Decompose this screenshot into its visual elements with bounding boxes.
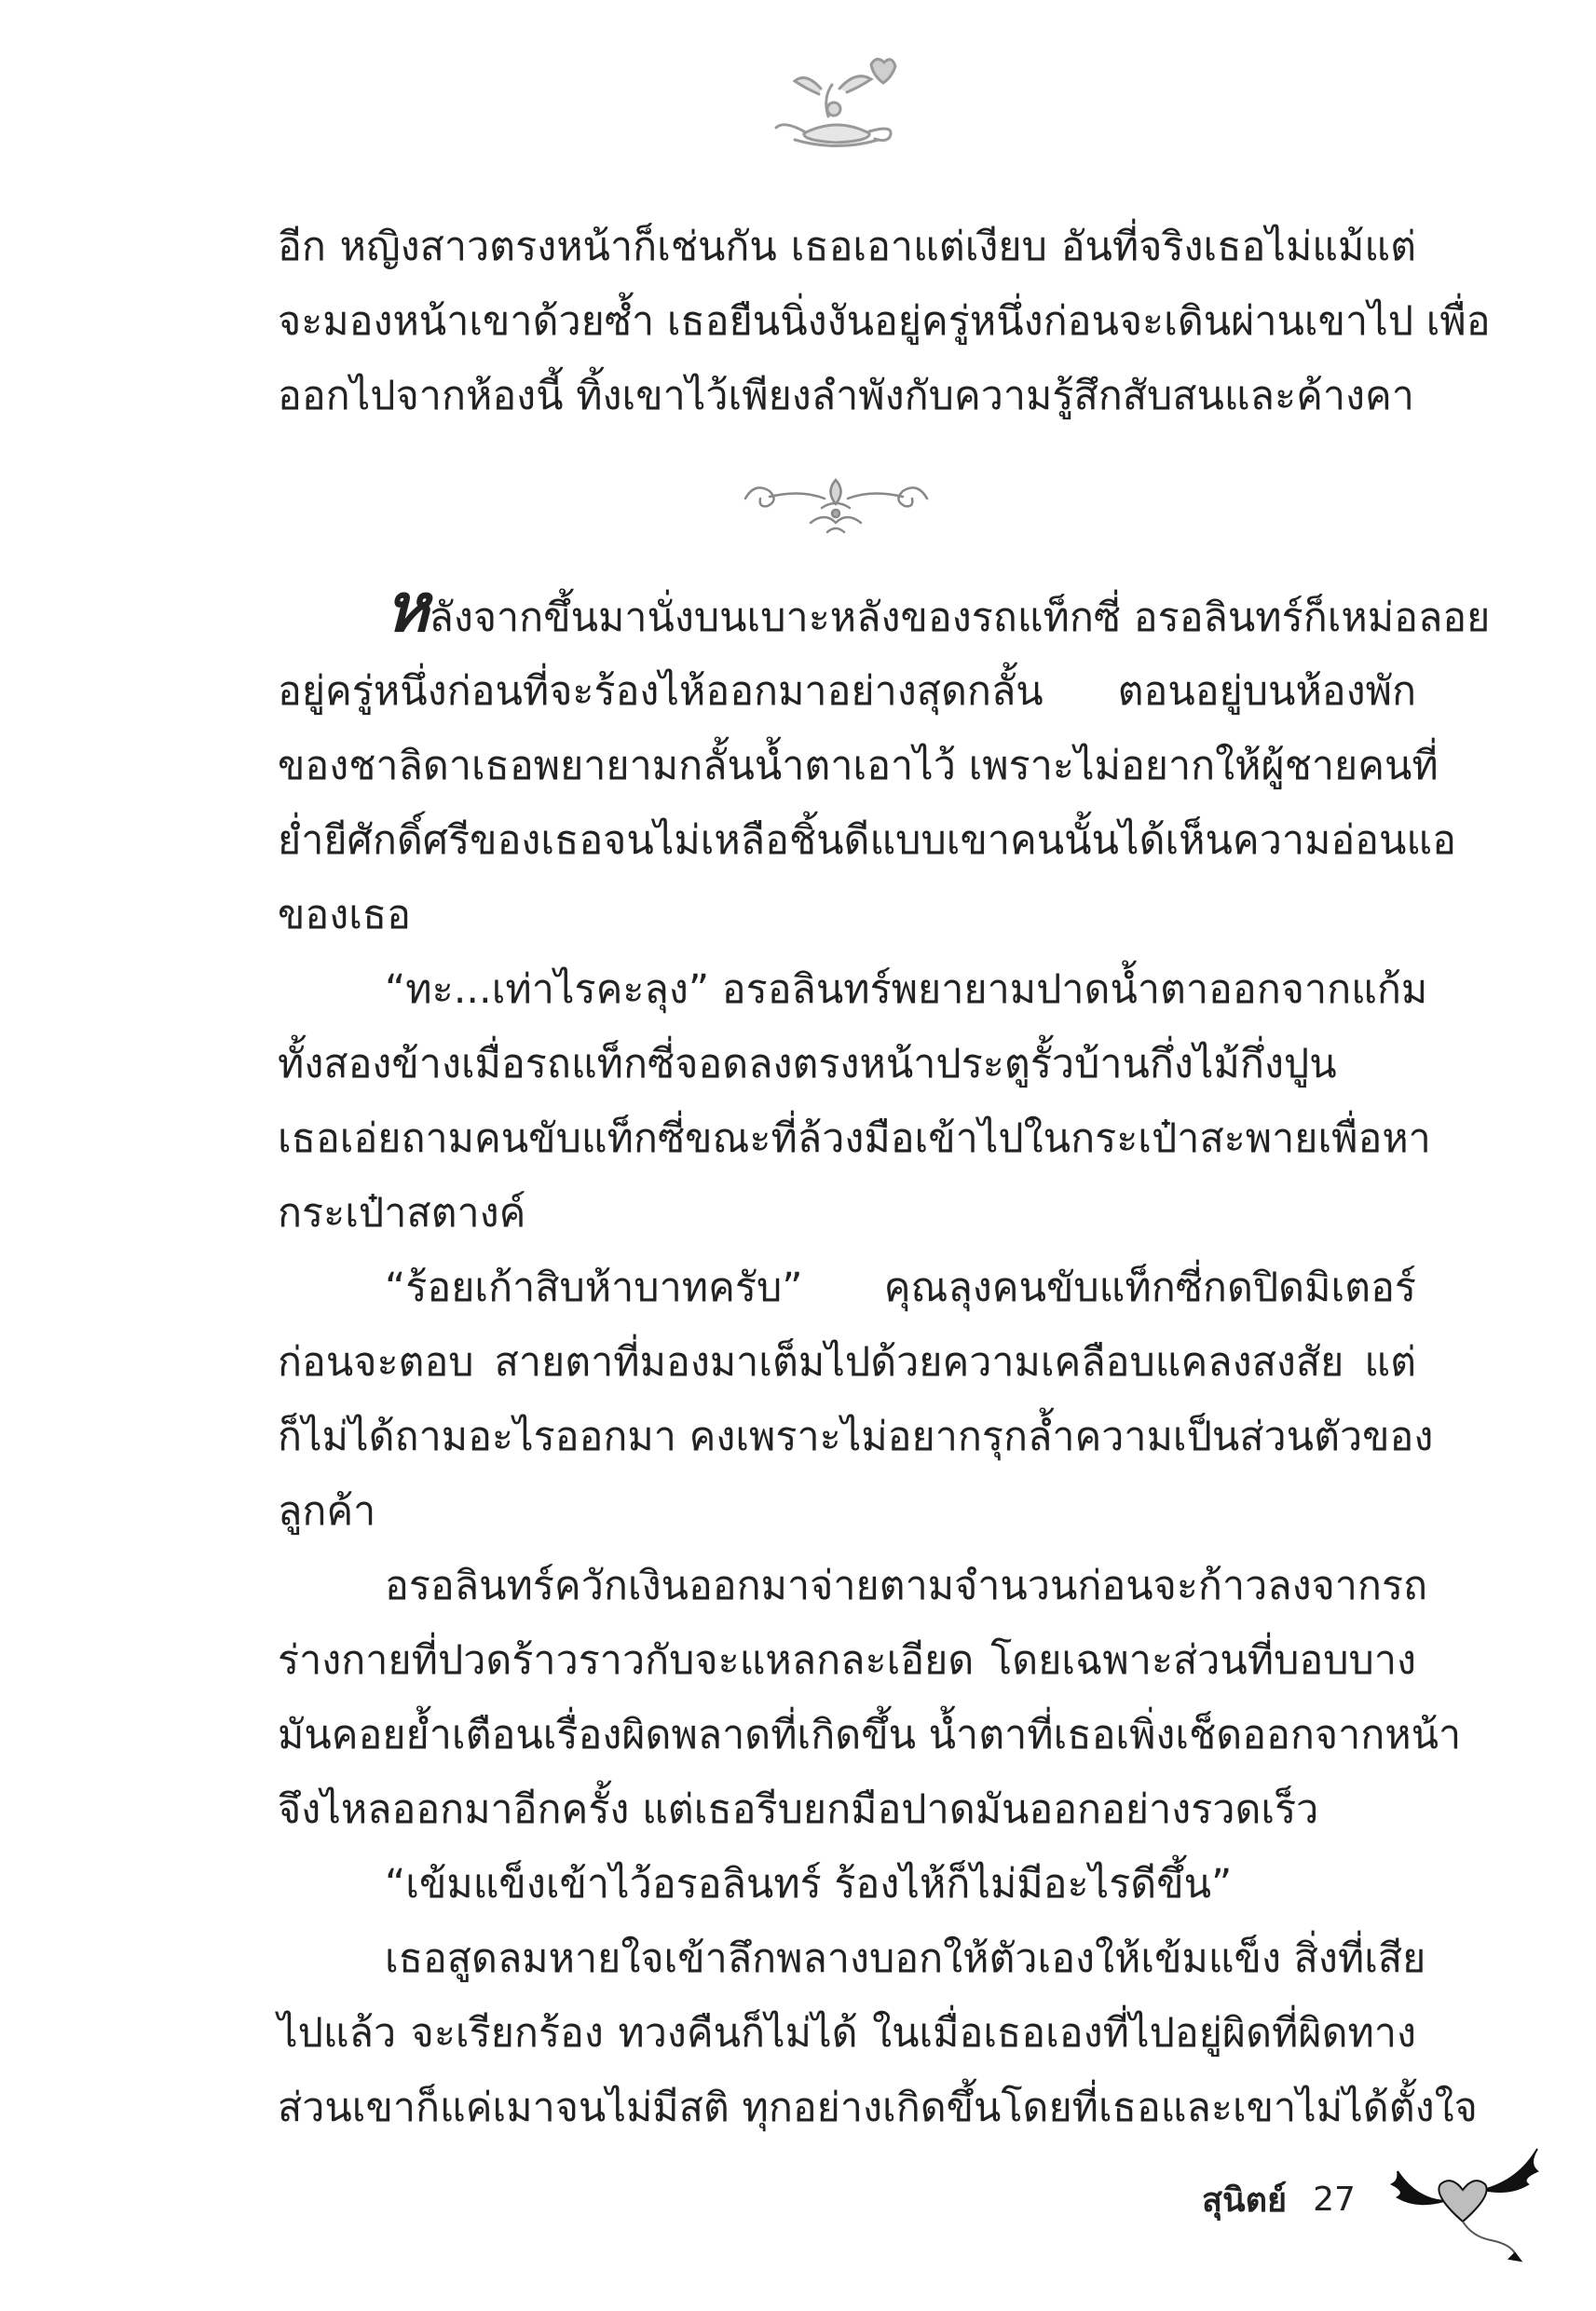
text-line: อยู่ครู่หนึ่งก่อนที่จะร้องไห้ออกมาอย่างสุดกลั้น ตอนอยู่บนห้องพัก <box>278 668 1416 715</box>
text-line: มันคอยย้ำเตือนเรื่องผิดพลาดที่เกิดขึ้น น้ำตาที่เธอเพิ่งเช็ดออกจากหน้า <box>278 1712 1462 1758</box>
paragraph-6 <box>278 1847 1416 1921</box>
text-line: จึงไหลออกมาอีกครั้ง แต่เธอรีบยกมือปาดมันออกอย่างรวดเร็ว <box>278 1786 1319 1833</box>
text-line: ก็ไม่ได้ถามอะไรออกมา คงเพราะไม่อยากรุกล้ำความเป็นส่วนตัวของ <box>278 1414 1434 1460</box>
page-footer <box>1202 2162 1356 2236</box>
text-line: ย่ำยีศักดิ์ศรีของเธอจนไม่เหลือชิ้นดีแบบเขาคนนั้นได้เห็นความอ่อนแอ <box>278 817 1456 864</box>
text-line: ของเธอ <box>278 892 411 938</box>
text-line: ไปแล้ว จะเรียกร้อง ทวงคืนก็ไม่ได้ ในเมื่อเธอเองที่ไปอยู่ผิดที่ผิดทาง <box>278 2010 1416 2057</box>
text-line: ส่วนเขาก็แค่เมาจนไม่มีสติ ทุกอย่างเกิดขึ้นโดยที่เธอและเขาไม่ได้ตั้งใจ <box>278 2085 1478 2131</box>
text-line: “ร้อยเก้าสิบห้าบาทครับ” คุณลุงคนขับแท็กซี่กดปิดมิเตอร์ <box>385 1265 1416 1311</box>
cupid-teapot-icon <box>767 51 907 154</box>
text-line: ร่างกายที่ปวดร้าวราวกับจะแหลกละเอียด โดยเฉพาะส่วนที่บอบบาง <box>278 1637 1416 1684</box>
text-line: ของชาลิดาเธอพยายามกลั้นน้ำตาเอาไว้ เพราะไม่อยากให้ผู้ชายคนที่ <box>278 743 1439 789</box>
scroll-divider-icon <box>736 471 936 545</box>
paragraph-2 <box>278 568 1491 952</box>
paragraph-1 <box>278 210 1491 433</box>
text-line: ออกไปจากห้องนี้ ทิ้งเขาไว้เพียงลำพังกับความรู้สึกสับสนและค้างคา <box>278 373 1414 419</box>
text-line: ก่อนจะตอบ สายตาที่มองมาเต็มไปด้วยความเคลือบแคลงสงสัย แต่ <box>278 1339 1416 1386</box>
text-line: อรอลินทร์ควักเงินออกมาจ่ายตามจำนวนก่อนจะก้าวลงจากรถ <box>385 1563 1428 1609</box>
paragraph-7 <box>278 1921 1478 2145</box>
author-name: สุนิตย์ <box>1202 2181 1288 2220</box>
text-line-rest: ลังจากขึ้นมานั่งบนเบาะหลังของรถแท็กซี่ อรอลินทร์ก็เหม่อลอย <box>429 595 1491 641</box>
winged-heart-icon <box>1379 2143 1547 2264</box>
text-line: จะมองหน้าเขาด้วยซ้ำ เธอยืนนิ่งงันอยู่ครู่หนึ่งก่อนจะเดินผ่านเขาไป เพื่อ <box>278 298 1491 345</box>
text-line: “ทะ...เท่าไรคะลุง” อรอลินทร์พยายามปาดน้ำตาออกจากแก้ม <box>385 966 1428 1013</box>
paragraph-5 <box>278 1549 1462 1847</box>
text-line: เธอเอ่ยถามคนขับแท็กซี่ขณะที่ล้วงมือเข้าไปในกระเป๋าสะพายเพื่อหา <box>278 1115 1431 1162</box>
drop-cap: ห <box>385 568 430 647</box>
paragraph-4 <box>278 1251 1434 1549</box>
paragraph-3 <box>278 952 1431 1251</box>
text-line: ทั้งสองข้างเมื่อรถแท็กซี่จอดลงตรงหน้าประตูรั้วบ้านกึ่งไม้กึ่งปูน <box>278 1041 1337 1087</box>
text-line: ลูกค้า <box>278 1488 376 1535</box>
text-line: กระเป๋าสตางค์ <box>278 1190 526 1237</box>
text-line <box>278 568 1491 654</box>
page-number: 27 <box>1313 2180 1356 2219</box>
text-line: อีก หญิงสาวตรงหน้าก็เช่นกัน เธอเอาแต่เงียบ อันที่จริงเธอไม่แม้แต่ <box>278 224 1416 270</box>
text-line: “เข้มแข็งเข้าไว้อรอลินทร์ ร้องไห้ก็ไม่มีอะไรดีขึ้น” <box>385 1861 1233 1908</box>
text-line: เธอสูดลมหายใจเข้าลึกพลางบอกให้ตัวเองให้เข้มแข็ง สิ่งที่เสีย <box>385 1935 1426 1982</box>
